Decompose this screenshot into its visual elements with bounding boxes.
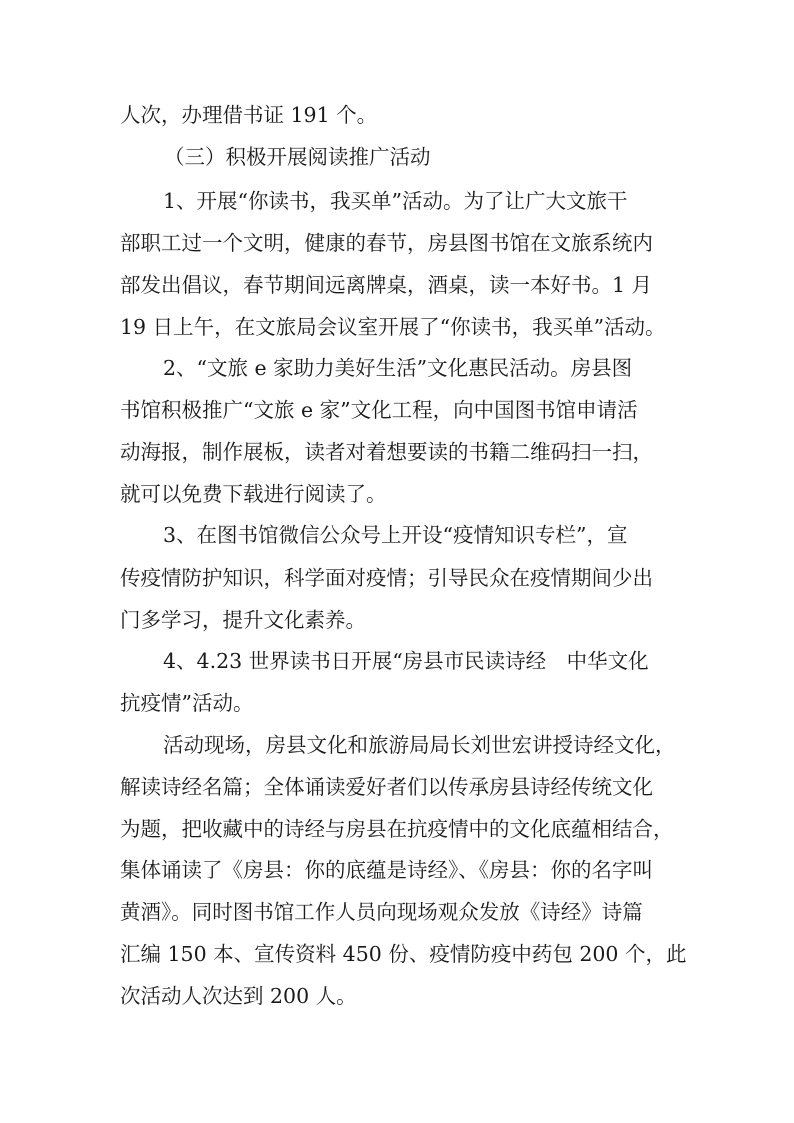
- text-line: 19 日上午，在文旅局会议室开展了“你读书，我买单”活动。: [120, 315, 666, 339]
- text-line: 黄酒》。同时图书馆工作人员向现场观众发放《诗经》诗篇: [120, 900, 643, 924]
- text-line: 活动现场，房县文化和旅游局局长刘世宏讲授诗经文化，: [163, 733, 676, 757]
- text-line: 就可以免费下载进行阅读了。: [120, 482, 387, 506]
- text-line: 4、4.23 世界读书日开展“房县市民读诗经 中华文化: [163, 649, 649, 673]
- text-line: 2、“文旅 e 家助力美好生活”文化惠民活动。房县图: [163, 356, 633, 380]
- text-line: 集体诵读了《房县：你的底蕴是诗经》、《房县：你的名字叫: [120, 858, 653, 882]
- text-line: 解读诗经名篇；全体诵读爱好者们以传承房县诗经传统文化: [120, 775, 653, 799]
- text-line: 动海报，制作展板，读者对着想要读的书籍二维码扫一扫，: [120, 440, 653, 464]
- text-line: 3、在图书馆微信公众号上开设“疫情知识专栏”，宣: [163, 523, 628, 547]
- text-line: 人次，办理借书证 191 个。: [120, 103, 378, 127]
- text-line: 书馆积极推广“文旅 e 家”文化工程，向中国图书馆申请活: [120, 398, 638, 422]
- text-line: 抗疫情”活动。: [120, 691, 254, 715]
- text-line: 部发出倡议，春节期间远离牌桌，酒桌，读一本好书。1 月: [120, 273, 653, 297]
- text-line: 部职工过一个文明，健康的春节，房县图书馆在文旅系统内: [120, 231, 653, 255]
- text-line: 次活动人次达到 200 人。: [120, 984, 357, 1008]
- section-heading: （三）积极开展阅读推广活动: [164, 145, 431, 169]
- text-line: 1、开展“你读书，我买单”活动。为了让广大文旅干: [163, 189, 628, 213]
- text-line: 门多学习，提升文化素养。: [120, 608, 366, 632]
- text-line: 为题，把收藏中的诗经与房县在抗疫情中的文化底蕴相结合，: [120, 817, 674, 841]
- text-line: 汇编 150 本、宣传资料 450 份、疫情防疫中药包 200 个，此: [120, 942, 687, 966]
- text-line: 传疫情防护知识，科学面对疫情；引导民众在疫情期间少出: [120, 566, 653, 590]
